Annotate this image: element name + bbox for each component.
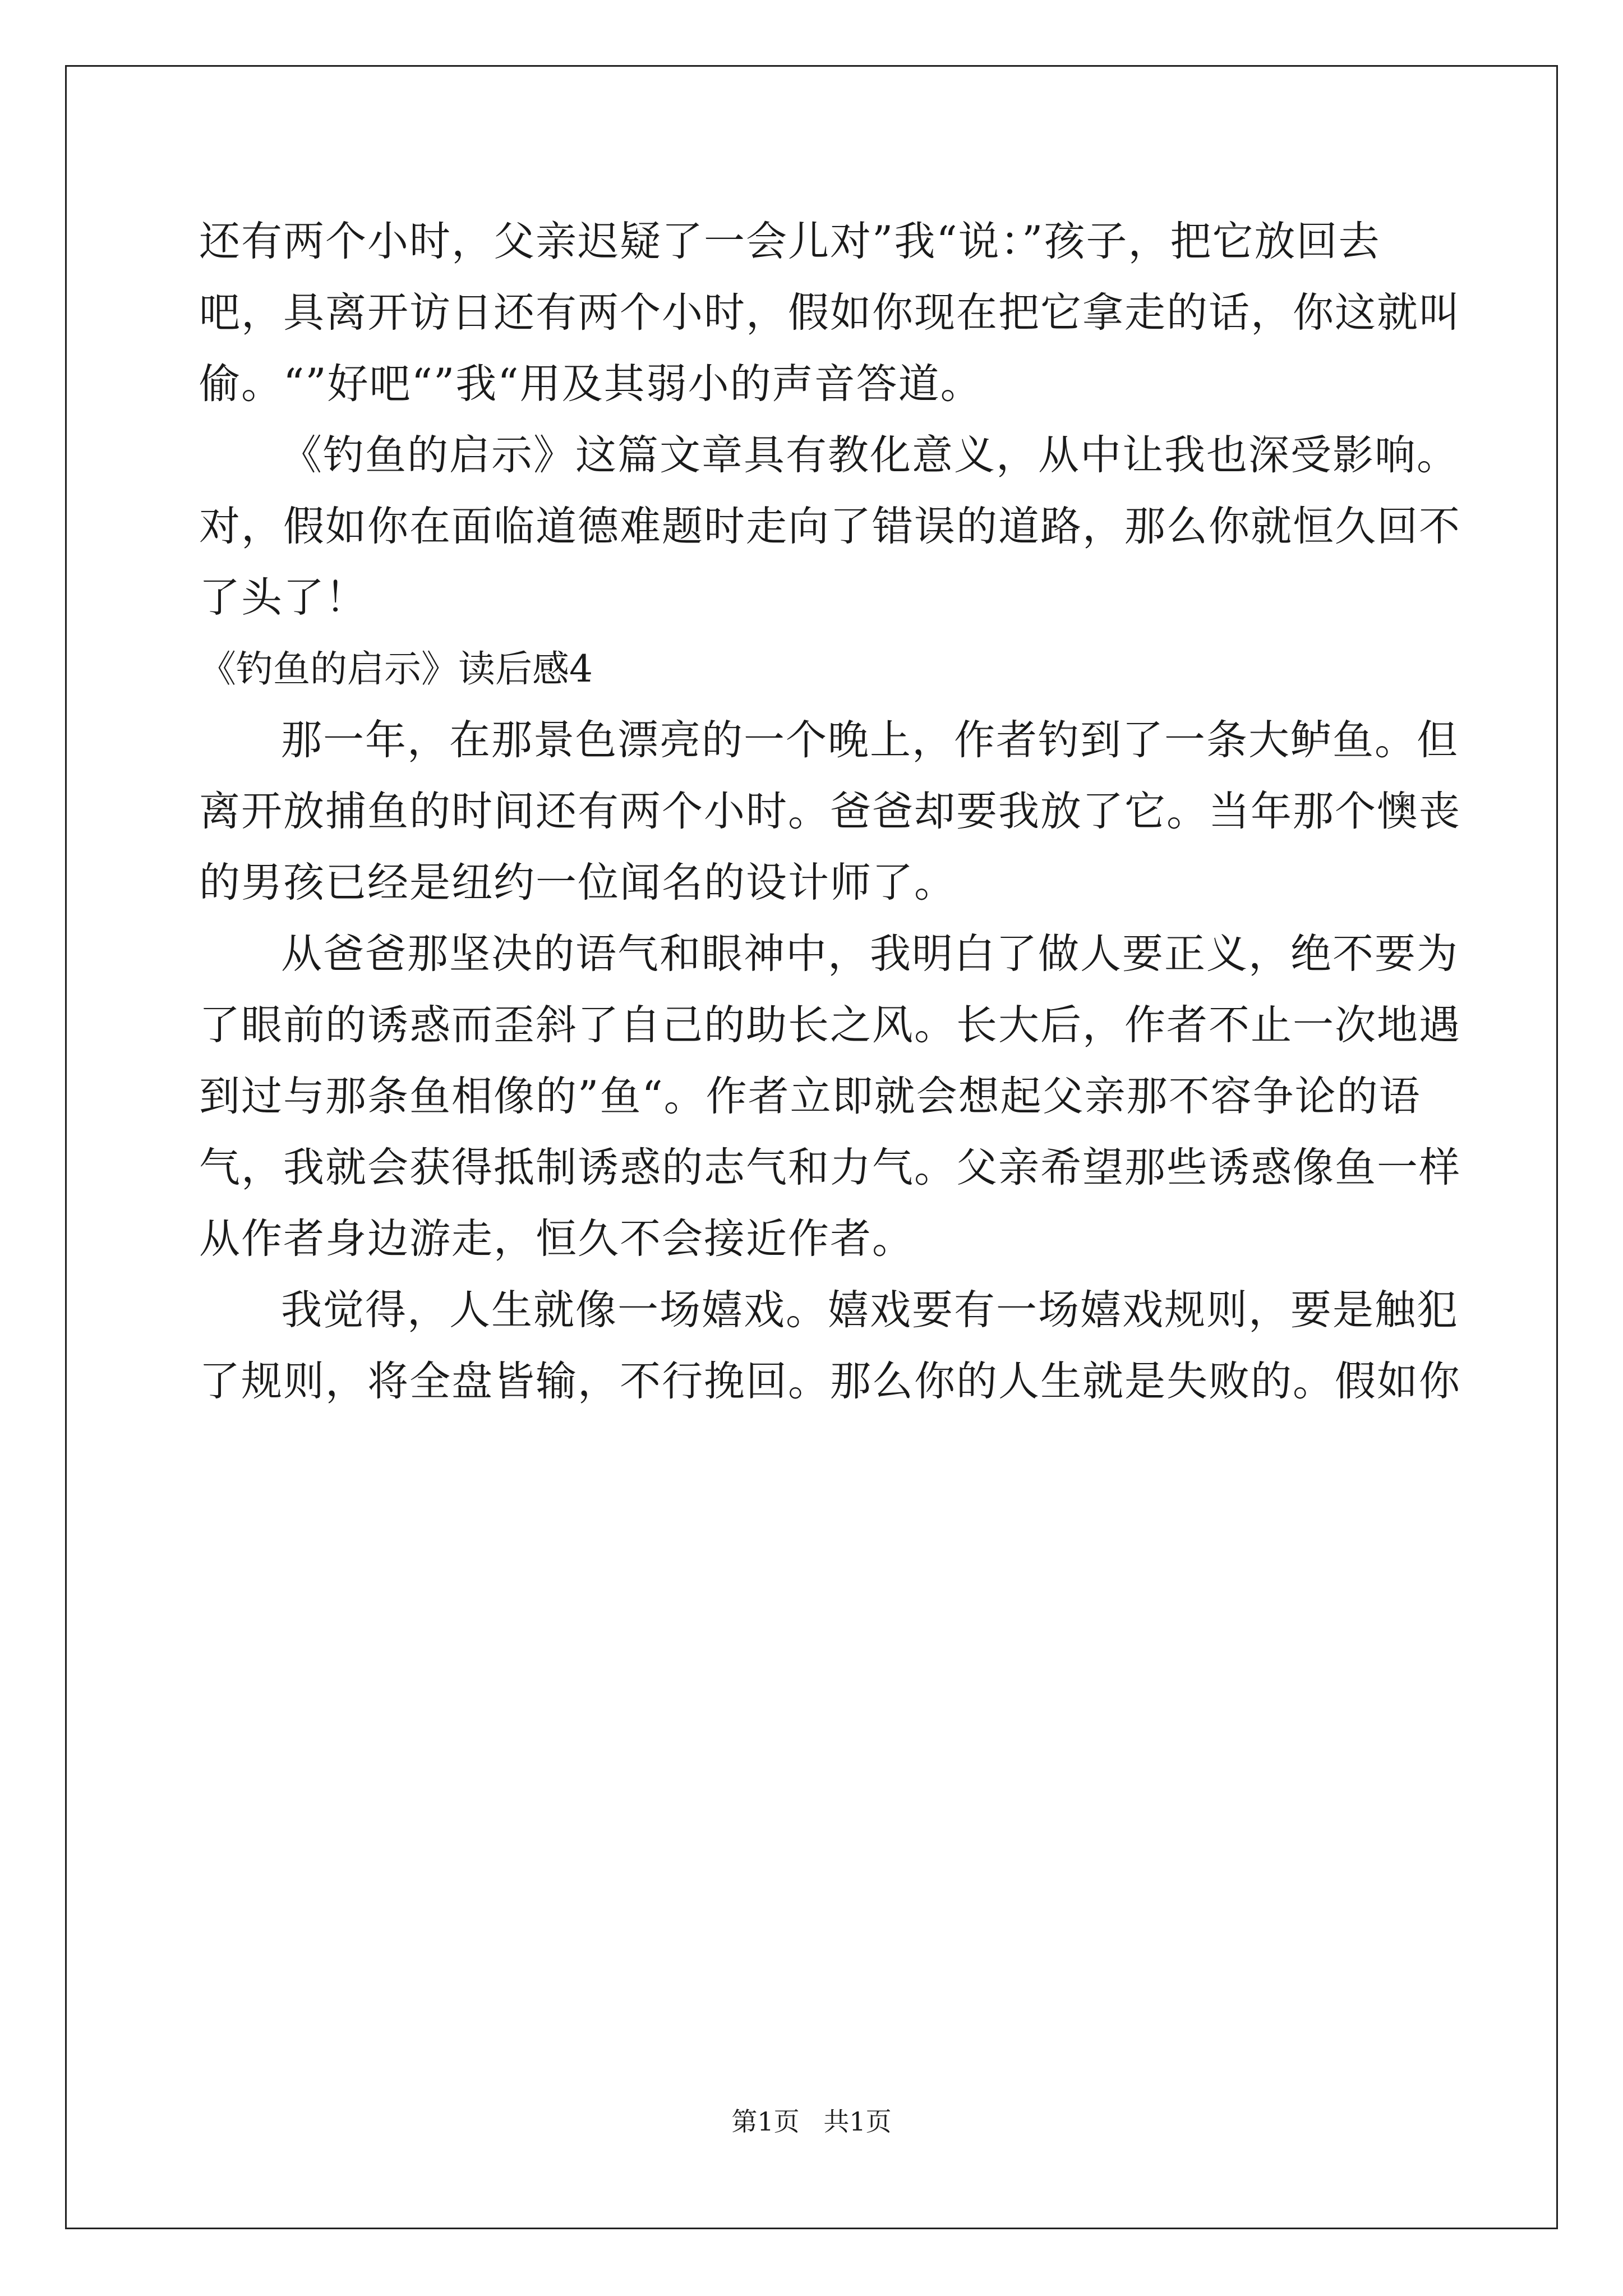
text-line: 了头了！: [199, 574, 367, 622]
document-body: [199, 206, 1461, 1417]
text-line: 对，假如你在面临道德难题时走向了错误的道路，那么你就恒久回不: [199, 503, 1461, 550]
text-line: 偷。“”好吧“”我“用及其弱小的声音答道。: [199, 360, 983, 408]
text-line: 我觉得，人生就像一场嬉戏。嬉戏要有一场嬉戏规则，要是触犯: [281, 1286, 1459, 1334]
text-line: 还有两个小时，父亲迟疑了一会儿对”我“说：”孩子，把它放回去: [199, 218, 1381, 265]
text-line: 了规则，将全盘皆输，不行挽回。那么你的人生就是失败的。假如你: [199, 1358, 1461, 1405]
text-line: 《钓鱼的启示》这篇文章具有教化意义，从中让我也深受影响。: [281, 431, 1459, 479]
text-line: 的男孩已经是纽约一位闻名的设计师了。: [199, 859, 956, 907]
text-line: 从作者身边游走，恒久不会接近作者。: [199, 1215, 914, 1263]
page-total: 共1页: [823, 2106, 892, 2137]
text-line: 离开放捕鱼的时间还有两个小时。爸爸却要我放了它。当年那个懊丧: [199, 788, 1461, 835]
text-line: 到过与那条鱼相像的”鱼“。作者立即就会想起父亲那不容争论的语: [199, 1073, 1421, 1120]
page-number: 第1页: [731, 2106, 800, 2137]
text-line: 那一年，在那景色漂亮的一个晚上，作者钓到了一条大鲈鱼。但: [281, 716, 1459, 764]
text-line: 从爸爸那坚决的语气和眼神中，我明白了做人要正义，绝不要为: [281, 930, 1459, 978]
text-line: 气，我就会获得抵制诱惑的志气和力气。父亲希望那些诱惑像鱼一样: [199, 1144, 1461, 1191]
text-line: 了眼前的诱惑而歪斜了自己的助长之风。长大后，作者不止一次地遇: [199, 1001, 1461, 1049]
page-footer: [0, 2105, 1623, 2138]
text-line: 吧，具离开访日还有两个小时，假如你现在把它拿走的话，你这就叫: [199, 289, 1461, 337]
section-heading: 《钓鱼的启示》读后感4: [199, 647, 593, 691]
